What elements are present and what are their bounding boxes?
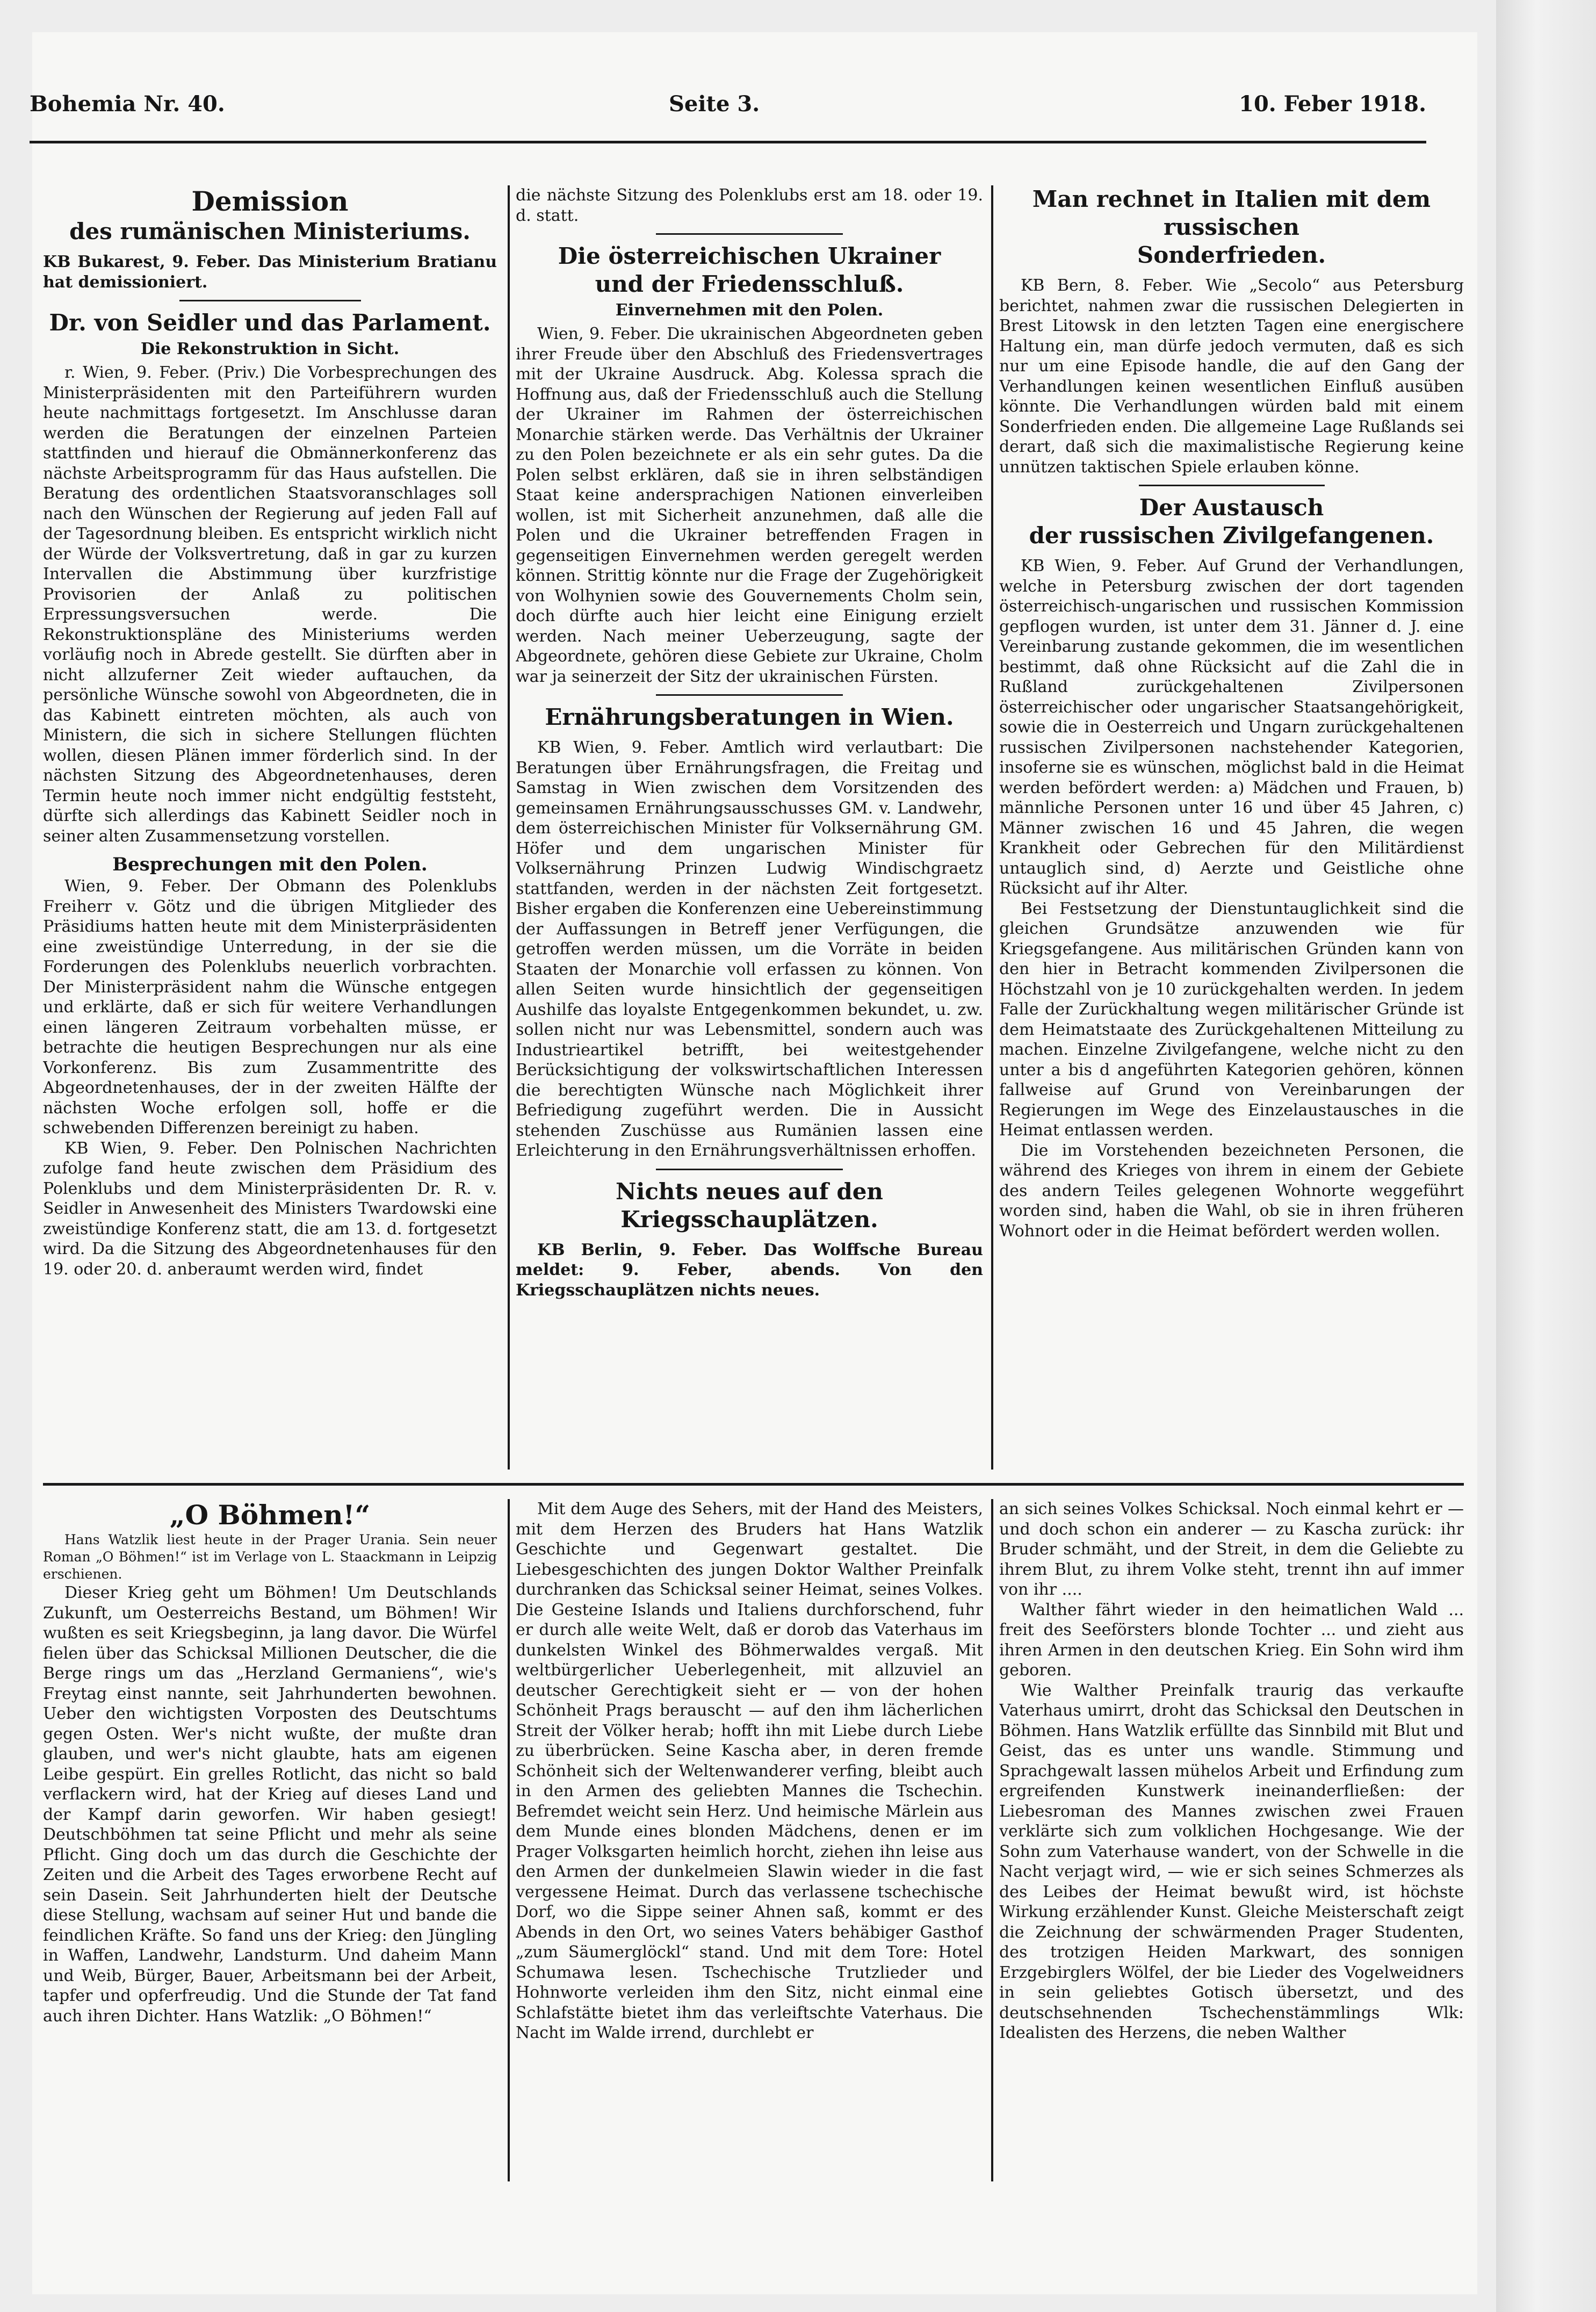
headline-ernaehrung: Ernährungsberatungen in Wien. (545, 704, 954, 730)
header-rule (30, 141, 1426, 143)
feuilleton-column-3 (999, 1499, 1464, 2181)
article-polen-body-2: KB Wien, 9. Feber. Den Polnischen Nachrichten zufolge fand heute zwischen dem Präsidium des Polenklubs und dem Ministerpräsidenten Dr. R. v. Seidler in Anwesenheit des Ministers Twardowski eine zweistündige Konferenz statt, die am 13. d. fortgesetzt wird. Da die Sitzung des Abgeordnetenhauses für den 19. oder 20. d. anberaumt werden wird, findet (43, 1139, 497, 1279)
article-kriegsschau-body: KB Berlin, 9. Feber. Das Wolffsche Bureau meldet: 9. Feber, abends. Von den Kriegsschauplätzen nichts neues. (516, 1240, 983, 1300)
headline-demission-sub: des rumänischen Ministeriums. (69, 218, 471, 244)
headline-seidler: Dr. von Seidler und das Parlament. (49, 309, 491, 336)
feuilleton-text-c1: an sich seines Volkes Schicksal. Noch einmal kehrt er — und doch schon ein anderer — zu Kascha zurück: ihr Bruder schmäht, und der Streit, in dem die Geliebte zu ihrem Blut, zu ihrem Volke steht, trennt ihn auf immer von ihr .... (999, 1500, 1464, 1599)
headline-feuilleton: „O Böhmen!“ (169, 1499, 371, 1531)
feuilleton-text-c2: Walther fährt wieder in den heimatlichen Wald ... freit des Seeförsters blonde Tochter ... und zieht aus ihren Armen in den deutschen Krieg. Ein Sohn wird ihm geboren. (999, 1600, 1464, 1680)
column-divider-2 (991, 185, 993, 1470)
article-austausch-body-1: KB Wien, 9. Feber. Auf Grund der Verhandlungen, welche in Petersburg zwischen der dort tagenden österreichisch-ungarischen und russischen Kommission gepflogen wurden, ist unter dem 31. Jänner d. J. eine Vereinbarung zustande gekommen, die im wesentlichen bestimmt, daß ohne Rücksicht auf die Zahl die in Rußland zurückgehaltenen Zivilpersonen österreichischer oder ungarischer Staatsangehörigkeit, sowie die in Oesterreich und Ungarn zurückgehaltenen russischen Zivilpersonen nachstehender Kategorien, insoferne sie es wünschen, möglichst bald in die Heimat werden befördert werden: a) Mädchen und Frauen, b) männliche Personen unter 16 und über 45 Jahren, c) Männer zwischen 16 und 45 Jahren, die wegen Krankheit oder Gebrechen für den Militärdienst untauglich sind, d) Aerzte und Geistliche ohne Rücksicht auf ihr Alter. (999, 557, 1464, 898)
headline-ukrainer-sub: und der Friedensschluß. (595, 271, 904, 297)
headline-kriegsschau: Nichts neues auf den Kriegsschauplätzen. (616, 1178, 883, 1233)
headline-polen: Besprechungen mit den Polen. (112, 854, 428, 875)
separator (179, 300, 361, 301)
feuilleton-text-b: Mit dem Auge des Sehers, mit der Hand des Meisters, mit dem Herzen des Bruders hat Hans Watzlik Geschichte und Gegenwart gestaltet. Die Liebesgeschichten des jungen Doktor Walther Preinfalk durchranken das Schicksal seiner Heimat, seines Volkes. Die Gesteine Islands und Italiens durchforschend, fuhr er durch alle weite Welt, daß er dorob das Vaterhaus im dunkelsten Winkel des Böhmerwaldes vergaß. Mit weltbürgerlicher Ueberlegenheit, mit allzuviel an deutscher Gerechtigkeit sieht er — von der hohen Schönheit Prags berauscht — auf den ihm lächerlichen Streit der Völker herab; hofft ihn mit Liebe durch Liebe zu überbrücken. Seine Kascha aber, in deren fremde Schönheit sich der Weltenwanderer verfing, bleibt auch in den Armen des geliebten Mannes die Tschechin. Befremdet weicht sein Herz. Und heimische Märlein aus dem Munde eines blonden Mädchens, denen er im Prager Volksgarten heimlich horcht, ziehen ihn leise aus den Armen der dunkelmeien Slawin wieder in die fast vergessene Heimat. Durch das verlassene tschechische Dorf, wo die Sippe seiner Ahnen saß, kommt er des Abends in den Ort, wo seines Vaters behäbiger Gasthof „zum Säumerglöckl“ stand. Und mit dem Tore: Hotel Schumawa lesen. Tschechische Trutzlieder und Hohnworte verleiden ihm den Sitz, nicht einmal eine Schlafstätte bietet ihm das verleiftschte Vaterhaus. Die Nacht im Walde irrend, durchlebt er (516, 1500, 983, 2042)
headline-ukrainer: Die österreichischen Ukrainer (558, 243, 941, 269)
column-3 (999, 185, 1464, 1470)
separator (656, 1169, 843, 1170)
separator (1139, 485, 1325, 486)
feuilleton-text-a: Dieser Krieg geht um Böhmen! Um Deutschlands Zukunft, um Oesterreichs Bestand, um Böhmen! Wir wußten es seit Kriegsbeginn, ja lang davor. Die Würfel fielen über das Schicksal Millionen Deutscher, die die Berge rings um das „Herzland Germaniens“, wie's Freytag einst nannte, seit Jahrhunderten bewohnen. Ueber den wichtigsten Vorposten des Deutschtums gegen Osten. Wer's nicht wußte, der mußte dran glauben, und wer's nicht glaubte, hats am eigenen Leibe gespürt. Ein grelles Rotlicht, das nicht so bald verflackern wird, hat der Krieg auf dieses Land und der Kampf darin geworfen. Wir haben gesiegt! Deutschböhmen tat seine Pflicht und mehr als seine Pflicht. Ging doch um das durch die Geschichte der Zeiten und die Arbeit des Tages erworbene Recht auf sein Dasein. Seit Jahrhunderten hielt der Deutsche diese Stellung, wachsam auf seiner Hut und bande die feindlichen Kräfte. So fand uns der Krieg: den Jüngling in Waffen, Landwehr, Landsturm. Und daheim Mann und Weib, Bürger, Bauer, Arbeitsmann bei der Arbeit, tapfer und opferfreudig. Und die Stunde der Tat fand auch ihren Dichter. Hans Watzlik: „O Böhmen!“ (43, 1583, 497, 2026)
article-austausch-body-2: Bei Festsetzung der Dienstuntauglichkeit sind die gleichen Grundsätze anzuwenden wie für Kriegsgefangene. Aus militärischen Gründen kann von den hier in Betracht kommenden Zivilpersonen die Höchstzahl von je 10 zurückgehalten werden. In jedem Falle der Zurückhaltung wegen militärischer Gründe ist dem Heimatstaate des Zurückgehaltenen Mitteilung zu machen. Einzelne Zivilgefangene, welche nicht zu den unter a bis d angeführten Kategorien gehören, können fallweise auf Grund von Vereinbarungen der Regierungen im Wege des Einzelaustausches in die Heimat entlassen werden. (999, 899, 1464, 1140)
page-number: Seite 3. (669, 91, 760, 117)
page-edge (1496, 0, 1596, 2312)
article-polen-body-1: Wien, 9. Feber. Der Obmann des Polenklubs Freiherr v. Götz und die übrigen Mitglieder des Präsidiums hatten heute mit dem Ministerpräsidenten eine zweistündige Unterredung, in der sie die Forderungen des Polenklubs neuerlich vorbrachten. Der Ministerpräsident nahm die Wünsche entgegen und erklärte, daß er sich für weitere Verhandlungen einen längeren Zeitraum vorbehalten müsse, er betrachte die heutigen Besprechungen nur als eine Vorkonferenz. Bis zum Zusammentritte des Abgeordnetenhauses, der in der zweiten Hälfte der nächsten Woche erfolgen soll, hoffe er die schwebenden Differenzen bereinigt zu haben. (43, 877, 497, 1137)
column-divider-4 (991, 1499, 993, 2181)
headline-austausch-sub: der russischen Zivilgefangenen. (1029, 522, 1434, 549)
article-demission-body: KB Bukarest, 9. Feber. Das Ministerium Bratianu hat demissioniert. (43, 253, 497, 292)
article-ukrainer-body: Wien, 9. Feber. Die ukrainischen Abgeordneten geben ihrer Freude über den Abschluß des Friedensvertrages mit der Ukraine Ausdruck. Abg. Kolessa sprach die Hoffnung aus, daß der Friedensschluß auch die Stellung der Ukrainer im Rahmen der österreichischen Monarchie stärken werde. Das Verhältnis der Ukrainer zu den Polen bezeichnete er als ein sehr gutes. Da die Polen selbst erklären, daß sie in ihren selbständigen Staat keine andersprachigen Nationen einverleiben wollen, ist mit Sicherheit anzunehmen, daß alle die Polen und die Ukrainer betreffenden Fragen in gegenseitigen Einvernehmen werden geregelt werden können. Strittig könnte nur die Frage der Zugehörigkeit von Wolhynien sowie des Gouvernements Cholm sein, doch dürfte auch hier leicht eine Einigung erzielt werden. Nach meiner Ueberzeugung, sagte der Abgeordnete, gehören diese Gebiete zur Ukraine, Cholm war ja seinerzeit der Sitz der ukrainischen Fürsten. (516, 325, 983, 686)
article-seidler-body: r. Wien, 9. Feber. (Priv.) Die Vorbesprechungen des Ministerpräsidenten mit den Parteiführern wurden heute nachmittags fortgesetzt. Im Anschlusse daran werden die Beratungen der einzelnen Parteien stattfinden und hierauf die Obmännerkonferenz das nächste Arbeitsprogramm für das Haus aufstellen. Die Beratung des ordentlichen Staatsvoranschlages soll nach den Wünschen der Regierung auf jeden Fall auf der Tagesordnung bleiben. Es entspricht wirklich nicht der Würde der Volksvertretung, daß in gar zu kurzen Intervallen die Abstimmung über kurzfristige Provisorien der Anlaß zu politischen Erpressungsversuchen werde. Die Rekonstruktionspläne des Ministeriums werden vorläufig noch in Abrede gestellt. Sie dürften aber in nicht allzuferner Zeit wieder auftauchen, da persönliche Wünsche sowohl von Abgeordneten, die in das Kabinett eintreten möchten, als auch von Ministern, die sich in sichere Stellungen flüchten wollen, diesen Plänen immer förderlich sind. In der nächsten Sitzung des Abgeordnetenhauses, deren Termin heute noch immer nicht endgültig feststeht, dürfte sich allerdings das Kabinett Seidler noch in seiner alten Zusammensetzung vorstellen. (43, 363, 497, 846)
column-divider-1 (508, 185, 510, 1470)
issue-date: 10. Feber 1918. (1239, 91, 1426, 117)
article-ernaehrung-body: KB Wien, 9. Feber. Amtlich wird verlautbart: Die Beratungen über Ernährungsfragen, die Freitag und Samstag in Wien zwischen dem Vorsitzenden des gemeinsamen Ernährungsausschusses GM. v. Landwehr, dem österreichischen Minister für Volksernährung GM. Höfer und dem ungarischen Minister für Volksernährung Prinzen Ludwig Windischgraetz stattfanden, werden in der nächsten Zeit fortgesetzt. Bisher ergaben die Konferenzen eine Uebereinstimmung der Auffassungen in Betreff jener Verfügungen, die getroffen werden müssen, um die Vorräte in beiden Staaten der Monarchie voll erfassen zu können. Von allen Seiten wurde hinsichtlich der gegenseitigen Aushilfe das loyalste Entgegenkommen bekundet, u. zw. sollen nicht nur was Lebensmittel, sondern auch was Industrieartikel betrifft, bei weitestgehender Berücksichtigung der volkswirtschaftlichen Interessen die berechtigten Wünsche nach Möglichkeit ihrer Befriedigung zugeführt werden. Die in Aussicht stehenden Zuschüsse aus Rumänien lassen eine Erleichterung in den Ernährungsverhältnissen erhoffen. (516, 738, 983, 1160)
feuilleton-intro: Hans Watzlik liest heute in der Prager Urania. Sein neuer Roman „O Böhmen!“ ist im Verlage von L. Staackmann in Leipzig erschienen. (43, 1532, 497, 1582)
article-italien-body: KB Bern, 8. Feber. Wie „Secolo“ aus Petersburg berichtet, nahmen zwar die russischen Delegierten in Brest Litowsk in den letzten Tagen eine energischere Haltung ein, man dürfe jedoch vermuten, daß es sich nur um eine Episode handle, die auf den Gang der Verhandlungen keinen wesentlichen Einfluß ausüben könnte. Die Verhandlungen würden bald mit einem Sonderfrieden enden. Die allgemeine Lage Rußlands sei derart, daß sich die maximalistische Regierung keine unnützen taktischen Spiele erlauben könne. (999, 276, 1464, 477)
column-2 (516, 185, 983, 1470)
feuilleton-column-1 (43, 1499, 497, 2181)
feuilleton-column-2 (516, 1499, 983, 2181)
column-divider-3 (508, 1499, 510, 2181)
headline-demission: Demission (191, 185, 349, 217)
feuilleton-text-c3: Wie Walther Preinfalk traurig das verkaufte Vaterhaus umirrt, droht das Schicksal den Deutschen in Böhmen. Hans Watzlik erfüllte das Sinnbild mit Blut und Geist, das es unter uns wandle. Stimmung und Sprachgewalt lassen mühelos Arbeit und Erfindung zum ergreifenden Kunstwerk ineinanderfließen: der Liebesroman des Mannes zwischen zwei Frauen verklärte sich zum volklichen Hochgesange. Wie der Sohn zum Vaterhause wandert, von der Schwelle in die Nacht verjagt wird, — wie er sich seines Schmerzes als des Leibes der Heimat bewußt wird, ist höchste Wirkung erzählender Kunst. Gleiche Meisterschaft zeigt die Zeichnung der schwärmenden Prager Studenten, des trotzigen Heiden Markwart, des sonnigen Erzgebirglers Wölfel, der bie Lieder des Vogelweidners in sein geliebtes Gotisch übersetzt, und des deutschsehnenden Tschechenstämmlings Wlk: Idealisten des Herzens, die neben Walther (999, 1681, 1464, 2042)
headline-italien: Man rechnet in Italien mit dem russischen (1032, 186, 1431, 240)
subhead-ukrainer: Einvernehmen mit den Polen. (615, 301, 884, 320)
separator (656, 694, 843, 696)
subhead-seidler: Die Rekonstruktion in Sicht. (140, 340, 400, 358)
headline-italien-sub: Sonderfrieden. (1137, 242, 1326, 268)
headline-austausch: Der Austausch (1139, 494, 1324, 521)
article-polen-continuation: die nächste Sitzung des Polenklubs erst am 18. oder 19. d. statt. (516, 186, 983, 225)
article-austausch-body-3: Die im Vorstehenden bezeichneten Personen, die während des Krieges von ihrem in einem der Gebiete des andern Teiles gelegenen Wohnorte weggeführt worden sind, haben die Wahl, ob sie in ihren früheren Wohnort oder in die Heimat befördert werden wollen. (999, 1141, 1464, 1241)
feuilleton-rule (43, 1483, 1464, 1486)
masthead-issue: Bohemia Nr. 40. (30, 91, 225, 117)
column-1 (43, 185, 497, 1470)
page-header (30, 91, 1426, 134)
separator (656, 233, 843, 235)
